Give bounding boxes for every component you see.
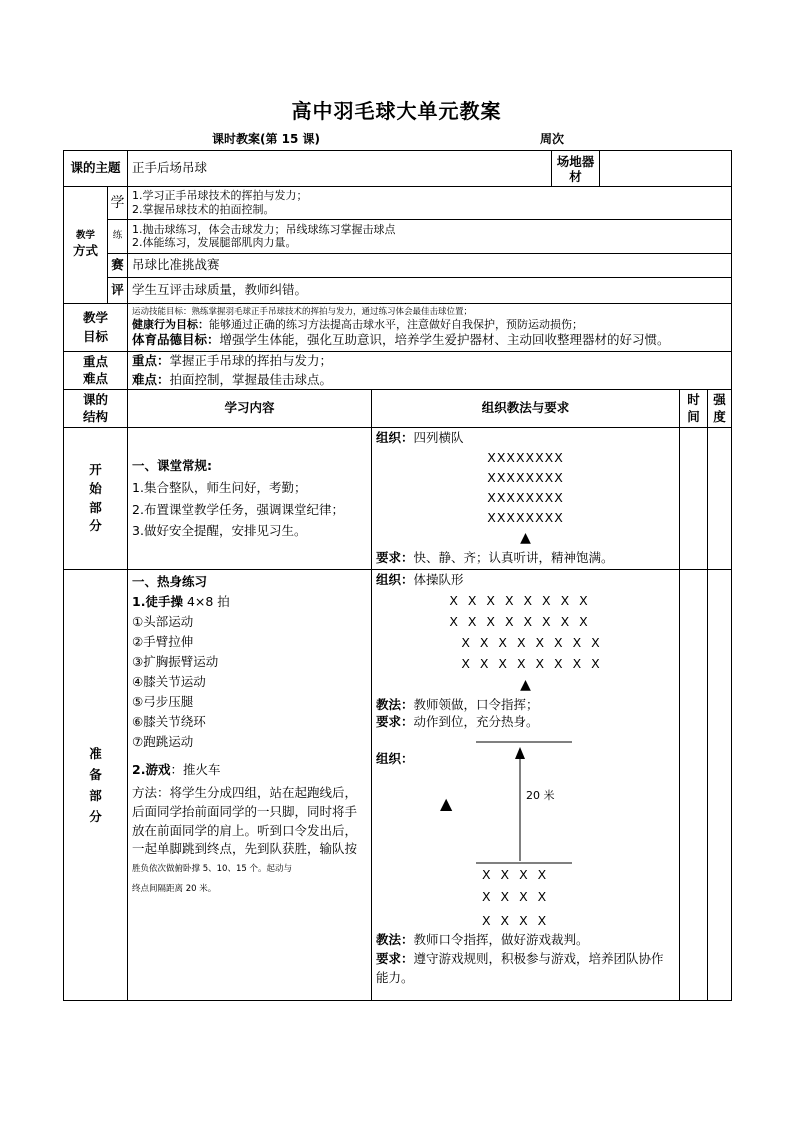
topic-label: 课的主题 <box>64 151 128 187</box>
part-start-content: 一、课堂常规: 1.集合整队，师生问好，考勤； 2.布置课堂教学任务，强调课堂纪律； 3.做好安全提醒，安排见习生。 <box>128 428 372 570</box>
game-field-diagram: 组织： ▲ 20 米 X X X X X X X X X X X X <box>376 731 675 931</box>
game-row: X X X X <box>482 889 547 905</box>
method-key-evaluate: 评 <box>108 278 128 304</box>
topic-value: 正手后场吊球 <box>128 151 552 187</box>
move-item: ⑤弓步压腿 <box>132 694 194 709</box>
formation-row: XXXXXXXX <box>487 469 564 485</box>
teacher-marker-icon: ▲ <box>520 530 531 547</box>
lesson-number: 课时教案(第 15 课) <box>212 132 321 146</box>
method-compete: 吊球比准挑战赛 <box>128 254 732 278</box>
goals-label: 教学 目标 <box>64 304 128 352</box>
header-structure: 课的 结构 <box>64 390 128 428</box>
header-organization: 组织教法与要求 <box>372 390 680 428</box>
goals-content: 运动技能目标：熟练掌握羽毛球正手吊球技术的挥拍与发力，通过练习体会最佳击球位置； 健康行为目标：能够通过正确的练习方法提高击球水平，注意做好自我保护，预防运动损伤； 体育品德目标：增强学生体能，强化互助意识，培养学生爱护器材、主动回收整理器材的好习惯。 <box>128 304 732 352</box>
formation-row: X X X X X X X X <box>449 613 588 629</box>
method-learn: 1.学习正手吊球技术的挥拍与发力； 2.掌握吊球技术的拍面控制。 <box>128 187 732 220</box>
method-label: 教学 方式 <box>64 187 108 304</box>
method-evaluate: 学生互评击球质量，教师纠错。 <box>128 278 732 304</box>
method-key-compete: 赛 <box>108 254 128 278</box>
key-points-label: 重点 难点 <box>64 352 128 390</box>
week-label: 周次 <box>540 132 565 146</box>
teacher-marker-icon: ▲ <box>440 794 453 814</box>
game-row: X X X X <box>482 913 547 929</box>
venue-label: 场地器材 <box>552 151 600 187</box>
move-item: ①头部运动 <box>132 614 194 629</box>
method-key-practice: 练 <box>108 220 128 254</box>
part-prep-intensity <box>708 570 732 1001</box>
formation-row: XXXXXXXX <box>487 449 564 465</box>
distance-label: 20 米 <box>526 789 555 803</box>
part-start-intensity <box>708 428 732 570</box>
key-points-content: 重点：掌握正手吊球的挥拍与发力； 难点：拍面控制，掌握最佳击球点。 <box>128 352 732 390</box>
part-prep-time <box>680 570 708 1001</box>
formation-row: XXXXXXXX <box>487 509 564 525</box>
formation-row: X X X X X X X X <box>461 634 600 650</box>
part-start-label: 开 始 部 分 <box>64 428 128 570</box>
game-row: X X X X <box>482 867 547 883</box>
lesson-plan-table <box>63 150 732 1001</box>
page-title: 高中羽毛球大单元教案 <box>291 99 502 123</box>
formation-row: X X X X X X X X <box>449 592 588 608</box>
method-key-learn: 学 <box>108 187 128 220</box>
header-intensity: 强 度 <box>708 390 732 428</box>
header-time: 时 间 <box>680 390 708 428</box>
formation-row: X X X X X X X X <box>461 655 600 671</box>
move-item: ⑦跑跳运动 <box>132 734 194 749</box>
formation-row: XXXXXXXX <box>487 489 564 505</box>
part-prep-organization: 组织：体操队形 X X X X X X X X X X X X X X X X X X X X X X X X X X X X X X X X ▲ 教法：教师领做，口令指挥； 要求：动作到位，充分热身。 组织： ▲ 20 米 X X X X X X X X X X X X 教法：教师口令指挥，做好游戏裁判。 要求：遵守游戏规则，积极参与游戏，培养团队协作能力。 <box>372 570 680 1001</box>
move-item: ③扩胸振臂运动 <box>132 654 219 669</box>
part-start-organization: 组织：四列横队 XXXXXXXX XXXXXXXX XXXXXXXX XXXXXXXX ▲ 要求：快、静、齐；认真听讲，精神饱满。 <box>372 428 680 570</box>
move-item: ②手臂拉伸 <box>132 634 194 649</box>
method-practice: 1.抛击球练习，体会击球发力；吊线球练习掌握击球点 2.体能练习，发展腿部肌肉力量。 <box>128 220 732 254</box>
part-start-time <box>680 428 708 570</box>
teacher-marker-icon: ▲ <box>520 677 531 694</box>
venue-value <box>600 151 732 187</box>
move-item: ⑥膝关节绕环 <box>132 714 206 729</box>
move-item: ④膝关节运动 <box>132 674 206 689</box>
part-prep-content: 一、热身练习 1.徒手操 4×8 拍 ①头部运动 ②手臂拉伸 ③扩胸振臂运动 ④膝关节运动 ⑤弓步压腿 ⑥膝关节绕环 ⑦跑跳运动 2.游戏：推火车 方法：将学生分成四组，站在起跑线后，后面同学抬前面同学的一只脚，同时将手放在前面同学的肩上。听到口令发出后，一起单脚跳到终点，先到队获胜，输队按 胜负依次做俯卧撑 5、10、15 个。起动与 终点间隔距离 20 米。 <box>128 570 372 1001</box>
part-prep-label: 准 备 部 分 <box>64 570 128 1001</box>
header-content: 学习内容 <box>128 390 372 428</box>
